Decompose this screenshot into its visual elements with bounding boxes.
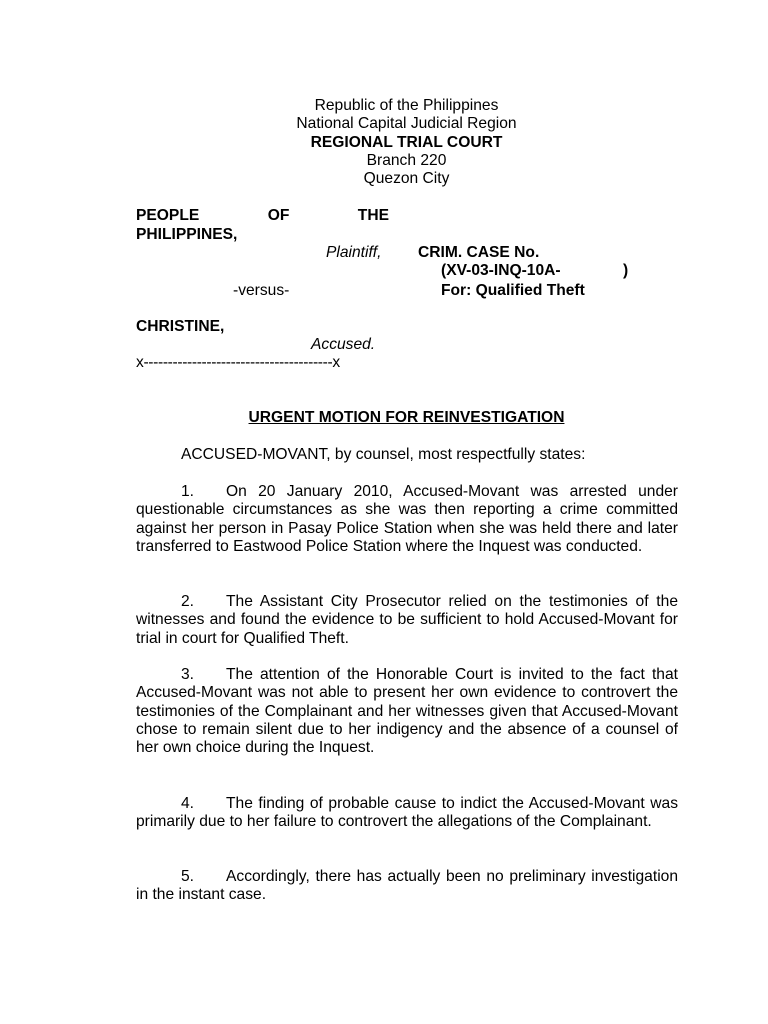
- paragraph-2: [136, 593, 678, 648]
- city-line: Quezon City: [363, 170, 450, 188]
- caption-separator: x---------------------------------------x: [136, 354, 340, 371]
- motion-title: URGENT MOTION FOR REINVESTIGATION: [248, 409, 565, 426]
- plaintiff-name-line2: PHILIPPINES,: [136, 226, 238, 243]
- case-number-close: ): [623, 262, 629, 279]
- paragraph-4: [136, 795, 678, 832]
- plaintiff-word-of: OF: [267, 207, 290, 224]
- plaintiff-role: Plaintiff,: [326, 244, 382, 261]
- court-name: REGIONAL TRIAL COURT: [310, 133, 503, 151]
- plaintiff-name-line1: [136, 207, 389, 225]
- republic-line: Republic of the Philippines: [314, 97, 499, 114]
- plaintiff-word-people: PEOPLE: [136, 207, 200, 224]
- paragraph-text: The finding of probable cause to indict the Accused-Movant was primarily due to her failure to controvert the allegations of the Complainant.: [136, 795, 678, 831]
- paragraph-text: The Assistant City Prosecutor relied on the testimonies of the witnesses and found the evidence to be sufficient to hold Accused-Movant for trial in court for Qualified Theft.: [136, 593, 678, 647]
- region-line: National Capital Judicial Region: [296, 115, 517, 133]
- paragraph-3: [136, 666, 678, 757]
- paragraph-number: 3.: [181, 666, 195, 683]
- paragraph-number: 5.: [181, 868, 195, 885]
- accused-name: CHRISTINE,: [136, 318, 225, 335]
- case-number: (XV-03-INQ-10A-: [441, 262, 561, 279]
- paragraph-text: Accordingly, there has actually been no preliminary investigation in the instant case.: [136, 868, 678, 904]
- motion-intro: ACCUSED-MOVANT, by counsel, most respectfully states:: [181, 446, 586, 463]
- paragraph-number: 2.: [181, 593, 195, 610]
- paragraph-text: On 20 January 2010, Accused-Movant was arrested under questionable circumstances as she was then reporting a crime committed against her person in Pasay Police Station when she was held there and later transferred to Eastwood Police Station where the Inquest was conducted.: [136, 483, 678, 555]
- paragraph-1: [136, 483, 678, 556]
- paragraph-number: 1.: [181, 483, 195, 500]
- accused-role: Accused.: [311, 336, 376, 353]
- branch-line: Branch 220: [366, 151, 447, 169]
- case-offense: For: Qualified Theft: [441, 282, 585, 299]
- paragraph-5: [136, 868, 678, 905]
- plaintiff-word-the: THE: [357, 207, 389, 224]
- paragraph-text: The attention of the Honorable Court is invited to the fact that Accused-Movant was not able to present her own evidence to controvert the testimonies of the Complainant and her witnesses given that Accused-Movant chose to remain silent due to her indigency and the absence of a counsel of her own choice during the Inquest.: [136, 666, 678, 757]
- paragraph-number: 4.: [181, 795, 195, 812]
- case-label: CRIM. CASE No.: [418, 244, 540, 261]
- versus-label: -versus-: [233, 282, 290, 299]
- court-header: [135, 97, 678, 188]
